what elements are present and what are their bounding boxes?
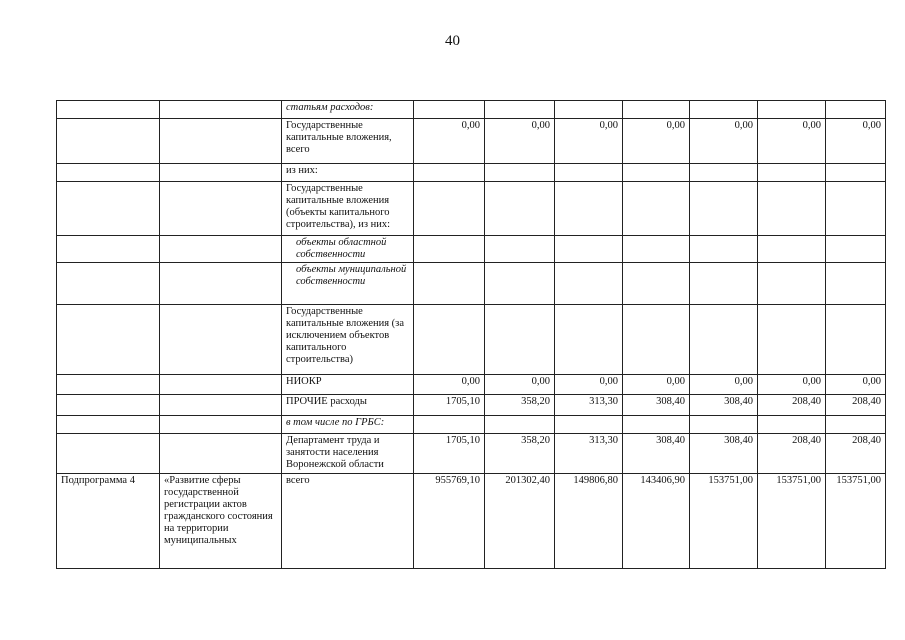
value-cell: [485, 305, 555, 375]
value-cell: [485, 182, 555, 236]
program-name-cell: [160, 101, 282, 119]
value-cell: 153751,00: [758, 474, 826, 569]
program-name-cell: [160, 236, 282, 263]
value-cell: 208,40: [758, 434, 826, 474]
value-cell: [690, 101, 758, 119]
value-cell: 0,00: [555, 375, 623, 395]
table-row: [57, 395, 886, 416]
value-cell: [555, 263, 623, 305]
value-cell: [623, 305, 690, 375]
source-cell: из них:: [282, 164, 414, 182]
value-cell: 0,00: [623, 119, 690, 164]
value-cell: 0,00: [758, 375, 826, 395]
program-status-cell: [57, 119, 160, 164]
value-cell: 0,00: [826, 119, 886, 164]
value-cell: 308,40: [623, 434, 690, 474]
value-cell: 1705,10: [414, 395, 485, 416]
table-row: [57, 164, 886, 182]
program-name-cell: [160, 263, 282, 305]
value-cell: 0,00: [414, 119, 485, 164]
value-cell: [758, 101, 826, 119]
value-cell: [555, 236, 623, 263]
value-cell: [826, 263, 886, 305]
value-cell: [690, 164, 758, 182]
value-cell: [623, 101, 690, 119]
value-cell: [555, 164, 623, 182]
value-cell: [623, 164, 690, 182]
program-status-cell: [57, 164, 160, 182]
source-cell: НИОКР: [282, 375, 414, 395]
program-status-cell: [57, 375, 160, 395]
value-cell: 955769,10: [414, 474, 485, 569]
program-status-cell: [57, 395, 160, 416]
program-name-cell: [160, 119, 282, 164]
value-cell: 358,20: [485, 395, 555, 416]
value-cell: [826, 182, 886, 236]
budget-table: [56, 100, 886, 569]
value-cell: [758, 182, 826, 236]
program-name-cell: [160, 182, 282, 236]
source-cell: Государственные капитальные вложения (объекты капитального строительства), из них:: [282, 182, 414, 236]
value-cell: [485, 263, 555, 305]
source-cell: Департамент труда и занятости населения Воронежской области: [282, 434, 414, 474]
value-cell: 0,00: [623, 375, 690, 395]
value-cell: 0,00: [485, 119, 555, 164]
value-cell: 0,00: [485, 375, 555, 395]
value-cell: [414, 236, 485, 263]
value-cell: [758, 416, 826, 434]
program-name-cell: [160, 305, 282, 375]
program-status-cell: [57, 305, 160, 375]
value-cell: [485, 101, 555, 119]
value-cell: [826, 416, 886, 434]
table-row: [57, 305, 886, 375]
source-cell: Государственные капитальные вложения (за исключением объектов капитального строительства): [282, 305, 414, 375]
value-cell: [485, 164, 555, 182]
value-cell: 0,00: [414, 375, 485, 395]
value-cell: [414, 263, 485, 305]
value-cell: [826, 305, 886, 375]
value-cell: [758, 305, 826, 375]
value-cell: [485, 416, 555, 434]
table-row: [57, 416, 886, 434]
program-status-cell: [57, 236, 160, 263]
value-cell: 143406,90: [623, 474, 690, 569]
value-cell: 153751,00: [826, 474, 886, 569]
table-row: [57, 236, 886, 263]
value-cell: [414, 416, 485, 434]
program-name-cell: [160, 375, 282, 395]
value-cell: [690, 305, 758, 375]
value-cell: 308,40: [690, 434, 758, 474]
value-cell: 313,30: [555, 395, 623, 416]
table-row: [57, 182, 886, 236]
value-cell: 0,00: [826, 375, 886, 395]
program-status-cell: [57, 263, 160, 305]
program-name-cell: [160, 416, 282, 434]
program-status-cell: [57, 416, 160, 434]
program-name-cell: [160, 164, 282, 182]
program-status-cell: [57, 101, 160, 119]
table-row: [57, 434, 886, 474]
source-cell: ПРОЧИЕ расходы: [282, 395, 414, 416]
value-cell: 313,30: [555, 434, 623, 474]
value-cell: [623, 236, 690, 263]
program-name-cell: [160, 395, 282, 416]
value-cell: [690, 236, 758, 263]
value-cell: [555, 101, 623, 119]
value-cell: 153751,00: [690, 474, 758, 569]
value-cell: 208,40: [826, 395, 886, 416]
value-cell: [623, 416, 690, 434]
source-cell: объекты муниципальной собственности: [282, 263, 414, 305]
value-cell: [414, 305, 485, 375]
value-cell: [414, 182, 485, 236]
source-cell: Государственные капитальные вложения, всего: [282, 119, 414, 164]
source-cell: в том числе по ГРБС:: [282, 416, 414, 434]
value-cell: [555, 416, 623, 434]
source-cell: всего: [282, 474, 414, 569]
table-row: [57, 119, 886, 164]
value-cell: [826, 164, 886, 182]
table-row: [57, 101, 886, 119]
value-cell: [485, 236, 555, 263]
source-cell: объекты областной собственности: [282, 236, 414, 263]
value-cell: [826, 236, 886, 263]
table-row: [57, 375, 886, 395]
value-cell: [690, 263, 758, 305]
source-cell: статьям расходов:: [282, 101, 414, 119]
program-status-cell: Подпрограмма 4: [57, 474, 160, 569]
table-body: [57, 101, 886, 569]
value-cell: 0,00: [758, 119, 826, 164]
value-cell: 149806,80: [555, 474, 623, 569]
program-status-cell: [57, 182, 160, 236]
value-cell: [826, 101, 886, 119]
value-cell: 0,00: [690, 375, 758, 395]
table-row: [57, 263, 886, 305]
value-cell: 0,00: [690, 119, 758, 164]
value-cell: [623, 182, 690, 236]
value-cell: [690, 416, 758, 434]
value-cell: [414, 101, 485, 119]
value-cell: 1705,10: [414, 434, 485, 474]
program-name-cell: «Развитие сферы государственной регистрации актов гражданского состояния на территории муниципальных: [160, 474, 282, 569]
value-cell: 308,40: [623, 395, 690, 416]
value-cell: [623, 263, 690, 305]
value-cell: 0,00: [555, 119, 623, 164]
value-cell: 208,40: [758, 395, 826, 416]
program-name-cell: [160, 434, 282, 474]
value-cell: [758, 236, 826, 263]
value-cell: [555, 182, 623, 236]
program-status-cell: [57, 434, 160, 474]
page-number: 40: [445, 33, 460, 49]
value-cell: [414, 164, 485, 182]
value-cell: 308,40: [690, 395, 758, 416]
value-cell: [690, 182, 758, 236]
table-row: [57, 474, 886, 569]
value-cell: [758, 263, 826, 305]
value-cell: 208,40: [826, 434, 886, 474]
value-cell: [555, 305, 623, 375]
value-cell: [758, 164, 826, 182]
value-cell: 358,20: [485, 434, 555, 474]
value-cell: 201302,40: [485, 474, 555, 569]
